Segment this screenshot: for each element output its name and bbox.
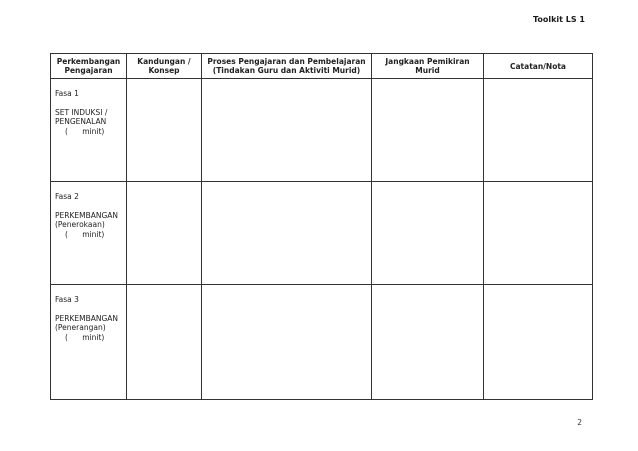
column-header-line: Murid [415,66,440,75]
table-row-fasa-1 [51,79,593,182]
student-thinking-cell[interactable] [372,285,484,400]
column-header-line: (Tindakan Guru dan Aktiviti Murid) [212,66,361,75]
process-cell[interactable] [202,79,372,182]
phase-name-line: (Penerangan) [55,323,106,332]
column-header-line: Konsep [148,66,180,75]
column-header-proses [202,54,372,79]
notes-cell[interactable] [484,79,593,182]
column-header-line: Kandungan / [137,57,191,66]
phase-name-line: PERKEMBANGAN [55,313,119,323]
phase-label: Fasa 3 [55,295,79,304]
phase-time: ( minit) [65,332,105,342]
notes-cell[interactable] [484,285,593,400]
column-header-line: Catatan/Nota [509,61,566,71]
column-header-catatan [484,54,593,79]
phase-name-line: (Penerokaan) [55,220,105,229]
phase-cell [51,285,127,400]
table-row-fasa-2 [51,182,593,285]
phase-name-line: SET INDUKSI / [55,107,108,117]
phase-time: ( minit) [65,229,105,239]
column-header-line: Jangkaan Pemikiran [385,57,470,66]
column-header-line: Pengajaran [64,66,113,75]
column-header-line: Proses Pengajaran dan Pembelajaran [207,57,366,66]
phase-cell [51,182,127,285]
column-header-jangkaan [372,54,484,79]
student-thinking-cell[interactable] [372,79,484,182]
content-cell[interactable] [127,79,202,182]
column-header-line: Perkembangan [56,57,121,66]
page-number: 2 [577,418,582,427]
content-cell[interactable] [127,285,202,400]
document-header-title: Toolkit LS 1 [532,15,585,24]
notes-cell[interactable] [484,182,593,285]
process-cell[interactable] [202,285,372,400]
phase-name-line: PENGENALAN [55,117,107,126]
phase-label: Fasa 1 [55,89,79,98]
student-thinking-cell[interactable] [372,182,484,285]
phase-name-line: PERKEMBANGAN [55,210,119,220]
table-row-fasa-3 [51,285,593,400]
table-header-row [51,54,593,79]
column-header-perkembangan [51,54,127,79]
phase-cell [51,79,127,182]
process-cell[interactable] [202,182,372,285]
lesson-plan-table [50,53,593,400]
column-header-kandungan [127,54,202,79]
phase-time: ( minit) [65,126,105,136]
content-cell[interactable] [127,182,202,285]
phase-label: Fasa 2 [55,192,79,201]
